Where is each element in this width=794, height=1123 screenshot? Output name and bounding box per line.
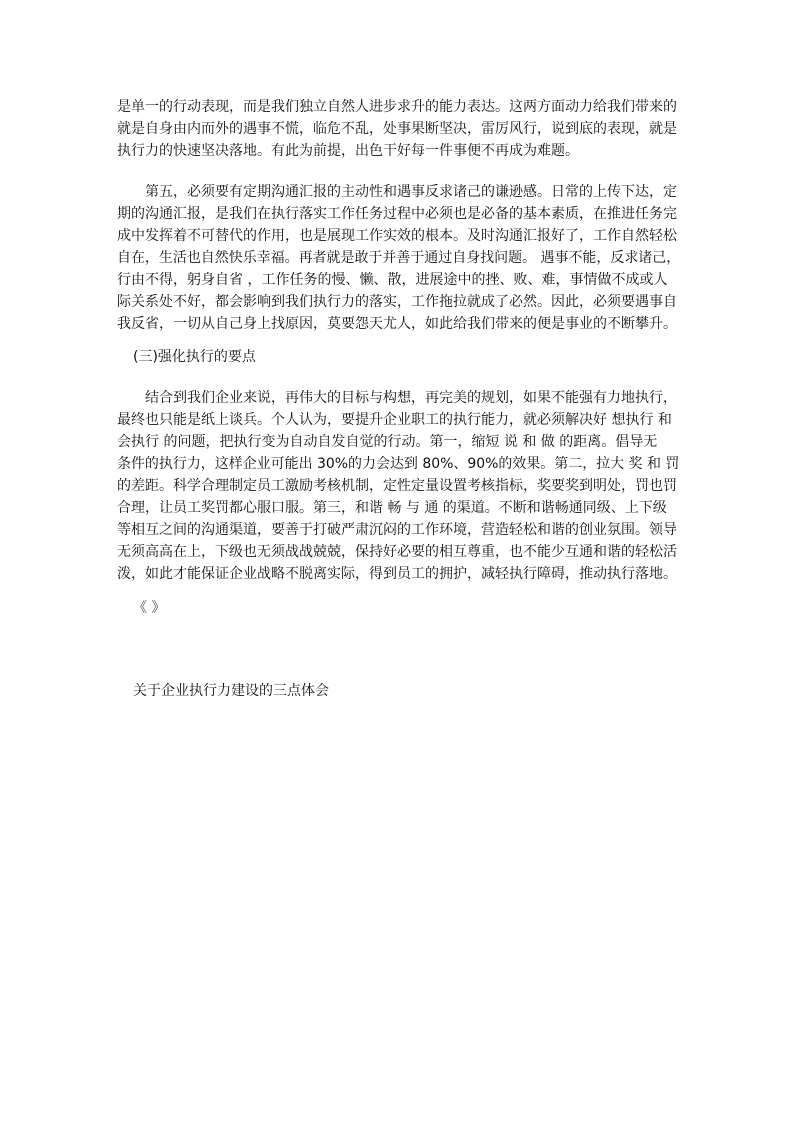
paragraph-line: 成中发挥着不可替代的作用，也是展现工作实效的根本。及时沟通汇报好了，工作自然轻松 [117,228,677,244]
footer-title: 关于企业执行力建设的三点体会 [133,683,329,699]
paragraph-line: 的差距。科学合理制定员工激励考核机制，定性定量设置考核指标，奖要奖到明处，罚也罚 [117,478,677,494]
paragraph-line: 等相互之间的沟通渠道，要善于打破严肃沉闷的工作环境，营造轻松和谐的创业氛围。领导 [117,522,677,538]
paragraph-line: 结合到我们企业来说，再伟大的目标与构想，再完美的规划，如果不能强有力地执行， [145,390,677,406]
paragraph-line: 无须高高在上，下级也无须战战兢兢，保持好必要的相互尊重，也不能少互通和谐的轻松活 [117,544,677,560]
paragraph-line: 行由不得，躬身自省 ，工作任务的慢、懒、散，进展途中的挫、败、难，事情做不成或人 [117,272,668,288]
paragraph-line: 合理，让员工奖罚都心服口服。第三，和谐 畅 与 通 的渠道。不断和谐畅通同级、上下级 [117,500,667,516]
paragraph-line: 泼，如此才能保证企业战略不脱离实际，得到员工的拥护，减轻执行障碍，推动执行落地。 [117,566,677,582]
paragraph-line: 第五，必须要有定期沟通汇报的主动性和遇事反求诸己的谦逊感。日常的上传下达，定 [145,184,677,200]
paragraph-line: 期的沟通汇报，是我们在执行落实工作任务过程中必须也是必备的基本素质，在推进任务完 [117,206,677,222]
paragraph-line: 自在，生活也自然快乐幸福。再者就是敢于并善于通过自身找问题。 遇事不能，反求诸己， [117,250,681,266]
quote-marks: 《 》 [133,600,166,616]
paragraph-line: 就是自身由内而外的遇事不慌，临危不乱，处事果断坚决，雷厉风行，说到底的表现，就是 [117,121,677,137]
paragraph-line: 际关系处不好，都会影响到我们执行力的落实，工作拖拉就成了必然。因此，必须要遇事自 [117,294,677,310]
paragraph-line: 执行力的快速坚决落地。有此为前提，出色干好每一件事便不再成为难题。 [117,143,579,159]
paragraph-line: 会执行 的问题，把执行变为自动自发自觉的行动。第一，缩短 说 和 做 的距离。倡导无 [117,434,658,450]
section-heading: (三)强化执行的要点 [133,349,256,365]
paragraph-line: 最终也只能是纸上谈兵。个人认为，要提升企业职工的执行能力，就必须解决好 想执行 和 [117,412,672,428]
paragraph-line: 条件的执行力，这样企业可能出 30%的力会达到 80%、90%的效果。第二，拉大 奖 和 罚 [117,456,680,472]
paragraph-line: 是单一的行动表现，而是我们独立自然人进步求升的能力表达。这两方面动力给我们带来的 [117,99,677,115]
paragraph-line: 我反省，一切从自己身上找原因，莫要怨天尤人，如此给我们带来的便是事业的不断攀升。 [117,316,677,332]
